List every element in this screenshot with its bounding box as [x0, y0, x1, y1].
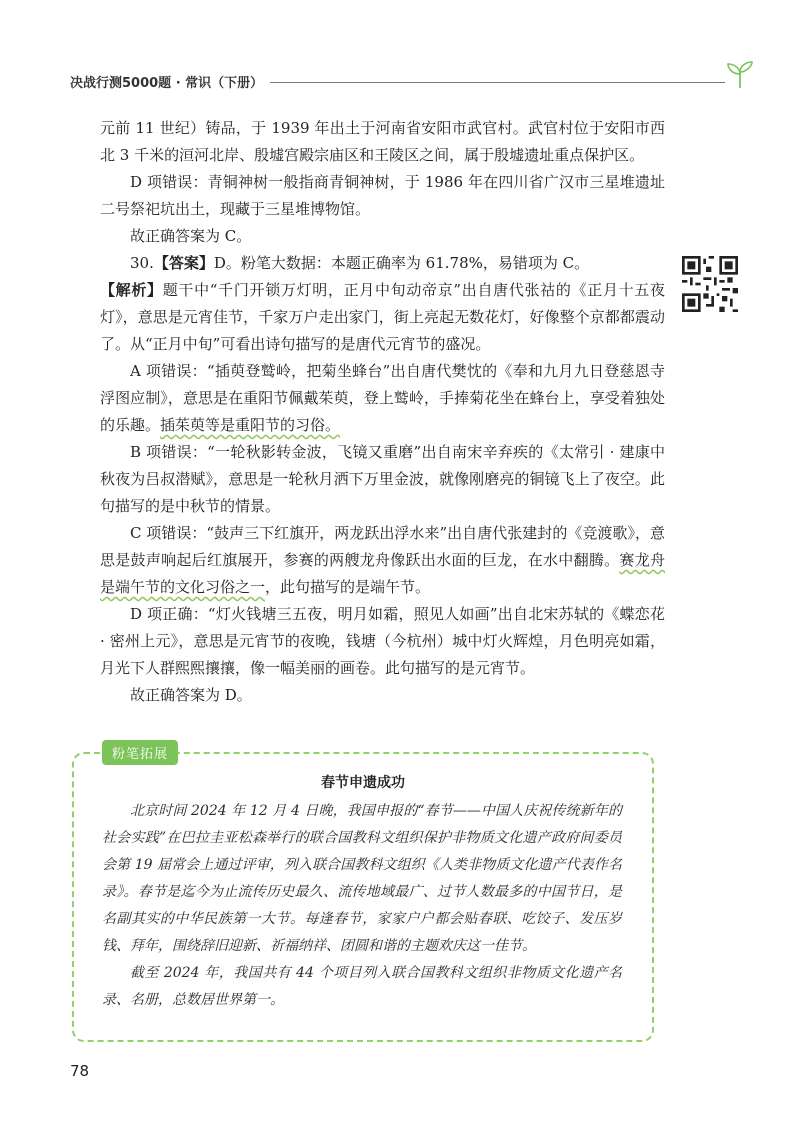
paragraph-continuation: 元前 11 世纪）铸品，于 1939 年出土于河南省安阳市武官村。武官村位于安阳市西北 3 千米的洹河北岸、殷墟宫殿宗庙区和王陵区之间，属于殷墟遗址重点保护区。: [100, 119, 665, 164]
analysis-text: 题干中“千门开锁万灯明，正月中旬动帝京”出自唐代张祜的《正月十五夜灯》，意思是元宵佳节，千家万户走出家门，街上亮起无数花灯，好像整个京都都震动了。从“正月中旬”可看出诗句描写的是唐代元宵节的盛况。: [100, 281, 665, 353]
extension-paragraph-2: 截至 2024 年，我国共有 44 个项目列入联合国教科文组织非物质文化遗产名录、名册，总数居世界第一。: [102, 965, 622, 1008]
answer-tag: 【答案】: [153, 254, 214, 272]
extension-title: 春节申遗成功: [321, 775, 405, 791]
final-answer: 故正确答案为 D。: [130, 686, 252, 704]
header-rule: [270, 82, 725, 83]
question-number: 30.: [130, 254, 154, 272]
option-a-text: A 项错误：“插萸登鹫岭，把菊坐蜂台”出自唐代樊忱的《奉和九月九日登慈恩寺浮图应制》，意思是在重阳节佩戴茱萸，登上鹫岭，手捧菊花坐在蜂台上，享受着独处的乐趣。: [100, 362, 665, 434]
option-a-highlight: 插茱萸等是重阳节的习俗。: [160, 416, 341, 434]
option-c-end: ，此句描写的是端午节。: [265, 578, 431, 596]
option-c-text: C 项错误：“鼓声三下红旗开，两龙跃出浮水来”出自唐代张建封的《竞渡歌》，意思是鼓声响起后红旗展开，参赛的两艘龙舟像跃出水面的巨龙，在水中翻腾。: [100, 524, 665, 569]
option-b-explanation: B 项错误：“一轮秋影转金波，飞镜又重磨”出自南宋辛弃疾的《太常引 · 建康中秋夜为吕叔潜赋》，意思是一轮秋月洒下万里金波，就像刚磨亮的铜镜飞上了夜空。此句描写的是中秋节的情景。: [100, 443, 665, 515]
extension-paragraph-1: 北京时间 2024 年 12 月 4 日晚，我国申报的“春节——中国人庆祝传统新年的社会实践”在巴拉圭亚松森举行的联合国教科文组织保护非物质文化遗产政府间委员会第 19 届常会上通过评审，列入联合国教科文组织《人类非物质文化遗产代表作名录》。春节是迄今为止流传历史最久、流传地域最广、过节人数最多的中国节日，是名副其实的中华民族第一大节。每逢春节，家家户户都会贴春联、吃饺子、发压岁钱、拜年，围绕辞旧迎新、祈福纳祥、团圆和谐的主题欢庆这一佳节。: [102, 803, 622, 954]
answer-conclusion: 故正确答案为 C。: [130, 227, 252, 245]
option-c-explanation: [100, 520, 665, 601]
page-number: 78: [70, 1062, 90, 1080]
option-d-correct: D 项正确：“灯火钱塘三五夜，明月如霜，照见人如画”出自北宋苏轼的《蝶恋花 · 密州上元》，意思是元宵节的夜晚，钱塘（今杭州）城中灯火辉煌，月色明亮如霜，月光下人群熙熙攘攘，像一幅美丽的画卷。此句描写的是元宵节。: [100, 605, 665, 677]
sprout-icon: [720, 60, 760, 90]
page-header: [70, 70, 740, 90]
analysis-paragraph: [100, 277, 665, 358]
book-title: 决战行测5000题 · 常识（下册）: [70, 76, 264, 91]
extension-text: [102, 798, 622, 1014]
answer-explanation: [100, 115, 665, 709]
question-30-answer: [100, 250, 665, 277]
option-d-explanation: D 项错误：青铜神树一般指商青铜神树，于 1986 年在四川省广汉市三星堆遗址二号祭祀坑出土，现藏于三星堆博物馆。: [100, 173, 665, 218]
extension-box: [72, 747, 654, 1042]
qr-code-icon[interactable]: [682, 256, 738, 312]
answer-text: D。粉笔大数据：本题正确率为 61.78%，易错项为 C。: [213, 254, 590, 272]
option-c-highlight: 赛龙舟是端午节的文化习俗之一: [100, 551, 665, 596]
extension-label: 粉笔拓展: [102, 740, 178, 765]
option-a-explanation: [100, 358, 665, 439]
analysis-tag: 【解析】: [100, 281, 163, 299]
